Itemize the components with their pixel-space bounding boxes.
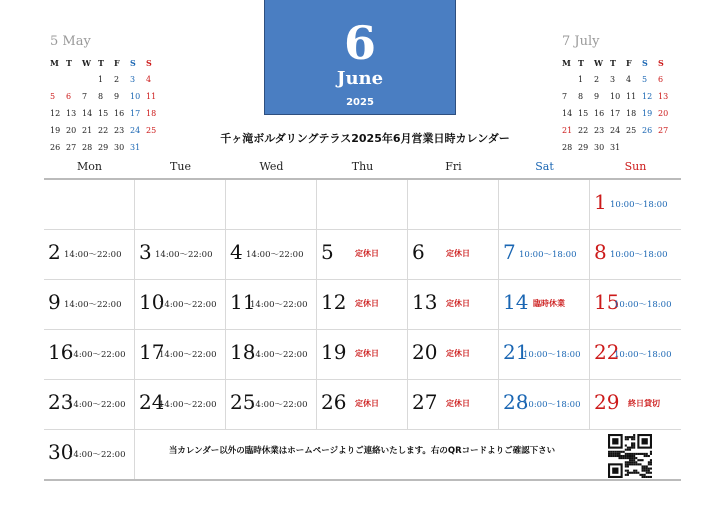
mini-day: 5 <box>642 75 648 84</box>
mini-day: 4 <box>146 75 152 84</box>
mini-day: 19 <box>642 109 653 118</box>
mini-day <box>82 72 98 88</box>
day-number: 29 <box>594 390 620 414</box>
opening-hours: 10:00〜18:00 <box>523 400 581 410</box>
mini-weekday-label: M <box>562 58 571 68</box>
mini-day: 31 <box>610 143 621 152</box>
mini-calendar-grid <box>50 55 172 156</box>
mini-weekday-label: F <box>114 58 120 68</box>
opening-hours: 14:00〜22:00 <box>64 250 122 260</box>
opening-hours: 10:00〜18:00 <box>614 350 672 360</box>
mini-day <box>642 140 658 156</box>
mini-day: 18 <box>626 109 637 118</box>
day-number: 23 <box>48 390 74 414</box>
qr-code-cell <box>590 430 681 479</box>
day-number: 14 <box>503 290 529 314</box>
mini-day: 21 <box>562 126 573 135</box>
day-cell <box>499 330 590 379</box>
weekday-sat: Sat <box>535 160 554 173</box>
day-cell <box>135 330 226 379</box>
day-cell <box>135 180 226 229</box>
day-cell <box>317 280 408 329</box>
mini-day: 15 <box>98 109 109 118</box>
mini-weekday-label: T <box>66 58 72 68</box>
opening-hours: 10:00〜18:00 <box>523 350 581 360</box>
day-number: 25 <box>230 390 256 414</box>
month-grid <box>44 178 681 481</box>
day-number: 30 <box>48 440 74 464</box>
opening-hours: 14:00〜22:00 <box>68 400 126 410</box>
opening-hours: 14:00〜22:00 <box>159 400 217 410</box>
opening-hours: 10:00〜18:00 <box>610 200 668 210</box>
year-label: 2025 <box>346 97 374 108</box>
day-cell <box>317 230 408 279</box>
week-row <box>44 180 681 230</box>
mini-day: 28 <box>562 143 573 152</box>
day-cell <box>499 280 590 329</box>
closed-status: 定休日 <box>446 249 470 258</box>
day-cell <box>590 230 681 279</box>
day-cell <box>226 230 317 279</box>
day-cell <box>408 280 499 329</box>
month-number: 6 <box>343 16 376 70</box>
day-number: 3 <box>139 240 152 264</box>
day-number: 12 <box>321 290 347 314</box>
mini-day: 17 <box>130 109 141 118</box>
day-cell <box>44 330 135 379</box>
mini-weekday-label: W <box>594 58 603 68</box>
mini-day <box>658 140 674 156</box>
mini-day: 12 <box>50 109 61 118</box>
day-number: 13 <box>412 290 438 314</box>
day-cell <box>590 380 681 429</box>
weekday-header <box>44 160 681 178</box>
mini-calendar-july <box>562 34 684 156</box>
day-number: 5 <box>321 240 334 264</box>
day-cell <box>408 230 499 279</box>
mini-day: 14 <box>82 109 93 118</box>
closed-status: 定休日 <box>446 299 470 308</box>
mini-day: 27 <box>658 126 669 135</box>
mini-day: 22 <box>98 126 109 135</box>
mini-day: 31 <box>130 143 141 152</box>
opening-hours: 10:00〜18:00 <box>519 250 577 260</box>
day-number: 28 <box>503 390 529 414</box>
mini-calendar-title: 5 May <box>50 34 91 49</box>
mini-day <box>66 72 82 88</box>
mini-day: 19 <box>50 126 61 135</box>
day-cell <box>408 380 499 429</box>
mini-weekday-label: F <box>626 58 632 68</box>
day-number: 8 <box>594 240 607 264</box>
qr-code-icon[interactable] <box>608 434 652 478</box>
day-cell <box>408 330 499 379</box>
day-number: 10 <box>139 290 165 314</box>
mini-day: 25 <box>626 126 637 135</box>
day-cell <box>135 380 226 429</box>
mini-day: 26 <box>642 126 653 135</box>
day-number: 6 <box>412 240 425 264</box>
mini-day: 10 <box>610 92 621 101</box>
opening-hours: 10:00〜18:00 <box>614 300 672 310</box>
mini-day: 7 <box>562 92 568 101</box>
day-number: 24 <box>139 390 165 414</box>
weekday-tue: Tue <box>170 160 191 173</box>
mini-day: 3 <box>610 75 616 84</box>
mini-day: 13 <box>66 109 77 118</box>
day-cell <box>44 430 135 479</box>
opening-hours: 14:00〜22:00 <box>250 400 308 410</box>
mini-calendar-grid <box>562 55 684 156</box>
mini-day: 21 <box>82 126 93 135</box>
mini-calendar-may <box>50 34 172 156</box>
opening-hours: 14:00〜22:00 <box>68 350 126 360</box>
day-number: 15 <box>594 290 620 314</box>
mini-day: 1 <box>98 75 104 84</box>
calendar-caption: 千ヶ滝ボルダリングテラス2025年6月営業日時カレンダー <box>220 132 510 145</box>
day-number: 17 <box>139 340 165 364</box>
opening-hours: 14:00〜22:00 <box>250 350 308 360</box>
day-cell <box>590 180 681 229</box>
closed-status: 定休日 <box>355 299 379 308</box>
day-number: 7 <box>503 240 516 264</box>
mini-day: 12 <box>642 92 653 101</box>
mini-day: 6 <box>658 75 664 84</box>
day-cell <box>499 380 590 429</box>
weekday-mon: Mon <box>77 160 102 173</box>
day-cell <box>499 180 590 229</box>
day-number: 2 <box>48 240 61 264</box>
mini-day: 8 <box>578 92 584 101</box>
closed-status: 定休日 <box>355 249 379 258</box>
mini-day: 30 <box>114 143 125 152</box>
mini-day: 29 <box>578 143 589 152</box>
opening-hours: 14:00〜22:00 <box>155 250 213 260</box>
day-cell <box>590 280 681 329</box>
day-cell <box>317 180 408 229</box>
closed-status: 定休日 <box>355 349 379 358</box>
day-cell <box>317 330 408 379</box>
day-cell <box>44 180 135 229</box>
opening-hours: 14:00〜22:00 <box>250 300 308 310</box>
day-number: 21 <box>503 340 529 364</box>
mini-day: 9 <box>114 92 120 101</box>
mini-day: 8 <box>98 92 104 101</box>
mini-calendar-title: 7 July <box>562 34 600 49</box>
opening-hours: 10:00〜18:00 <box>610 250 668 260</box>
closed-status: 定休日 <box>355 399 379 408</box>
day-cell <box>135 280 226 329</box>
mini-day: 26 <box>50 143 61 152</box>
opening-hours: 14:00〜22:00 <box>68 450 126 460</box>
mini-weekday-label: W <box>82 58 91 68</box>
mini-day: 9 <box>594 92 600 101</box>
mini-day: 17 <box>610 109 621 118</box>
weekday-thu: Thu <box>351 160 374 173</box>
mini-day: 28 <box>82 143 93 152</box>
mini-day: 11 <box>146 92 157 101</box>
day-number: 16 <box>48 340 74 364</box>
mini-weekday-label: S <box>642 58 648 68</box>
mini-day: 18 <box>146 109 157 118</box>
mini-day: 27 <box>66 143 77 152</box>
week-row <box>44 430 681 479</box>
mini-day: 4 <box>626 75 632 84</box>
mini-day <box>146 140 162 156</box>
day-cell <box>226 280 317 329</box>
day-cell <box>226 180 317 229</box>
mini-day: 20 <box>66 126 77 135</box>
mini-day: 14 <box>562 109 573 118</box>
mini-weekday-label: T <box>610 58 616 68</box>
mini-day: 6 <box>66 92 72 101</box>
day-number: 11 <box>230 290 256 314</box>
day-cell <box>44 230 135 279</box>
day-cell <box>317 380 408 429</box>
day-number: 22 <box>594 340 620 364</box>
weekday-wed: Wed <box>259 160 284 173</box>
day-number: 26 <box>321 390 347 414</box>
opening-hours: 14:00〜22:00 <box>64 300 122 310</box>
day-number: 9 <box>48 290 61 314</box>
mini-day: 10 <box>130 92 141 101</box>
mini-day: 16 <box>114 109 125 118</box>
day-number: 27 <box>412 390 438 414</box>
mini-day <box>626 140 642 156</box>
day-number: 1 <box>594 190 607 214</box>
day-cell <box>499 230 590 279</box>
mini-day: 30 <box>594 143 605 152</box>
mini-day: 1 <box>578 75 584 84</box>
opening-hours: 14:00〜22:00 <box>246 250 304 260</box>
weekday-sun: Sun <box>624 160 647 173</box>
mini-weekday-label: S <box>658 58 664 68</box>
mini-weekday-label: S <box>146 58 152 68</box>
day-cell <box>44 380 135 429</box>
month-banner <box>264 0 456 115</box>
day-cell <box>44 280 135 329</box>
mini-day: 2 <box>114 75 120 84</box>
mini-day <box>562 72 578 88</box>
mini-day: 3 <box>130 75 136 84</box>
closure-notice: 当カレンダー以外の臨時休業はホームページよりご連絡いたします。右のQRコードよりご確認下さい <box>168 446 556 456</box>
mini-day: 24 <box>610 126 621 135</box>
day-number: 19 <box>321 340 347 364</box>
closed-status: 終日貸切 <box>628 399 660 408</box>
mini-day: 13 <box>658 92 669 101</box>
day-number: 20 <box>412 340 438 364</box>
closed-status: 定休日 <box>446 399 470 408</box>
day-number: 4 <box>230 240 243 264</box>
day-cell <box>226 330 317 379</box>
mini-day: 5 <box>50 92 56 101</box>
mini-day: 23 <box>114 126 125 135</box>
week-row <box>44 330 681 380</box>
mini-weekday-label: T <box>578 58 584 68</box>
opening-hours: 14:00〜22:00 <box>159 300 217 310</box>
mini-day: 25 <box>146 126 157 135</box>
day-cell <box>226 380 317 429</box>
day-cell <box>135 230 226 279</box>
week-row <box>44 380 681 430</box>
mini-day: 15 <box>578 109 589 118</box>
month-name: June <box>336 68 384 89</box>
week-row <box>44 230 681 280</box>
mini-weekday-label: T <box>98 58 104 68</box>
day-number: 18 <box>230 340 256 364</box>
mini-day: 24 <box>130 126 141 135</box>
mini-day: 22 <box>578 126 589 135</box>
mini-weekday-label: M <box>50 58 59 68</box>
mini-day: 7 <box>82 92 88 101</box>
closed-status: 定休日 <box>446 349 470 358</box>
closed-status: 臨時休業 <box>533 299 565 308</box>
mini-weekday-label: S <box>130 58 136 68</box>
week-row <box>44 280 681 330</box>
mini-day: 11 <box>626 92 637 101</box>
mini-day <box>50 72 66 88</box>
day-cell <box>590 330 681 379</box>
mini-day: 20 <box>658 109 669 118</box>
weekday-fri: Fri <box>445 160 462 173</box>
opening-hours: 14:00〜22:00 <box>159 350 217 360</box>
mini-day: 2 <box>594 75 600 84</box>
mini-day: 16 <box>594 109 605 118</box>
day-cell <box>408 180 499 229</box>
mini-day: 23 <box>594 126 605 135</box>
mini-day: 29 <box>98 143 109 152</box>
